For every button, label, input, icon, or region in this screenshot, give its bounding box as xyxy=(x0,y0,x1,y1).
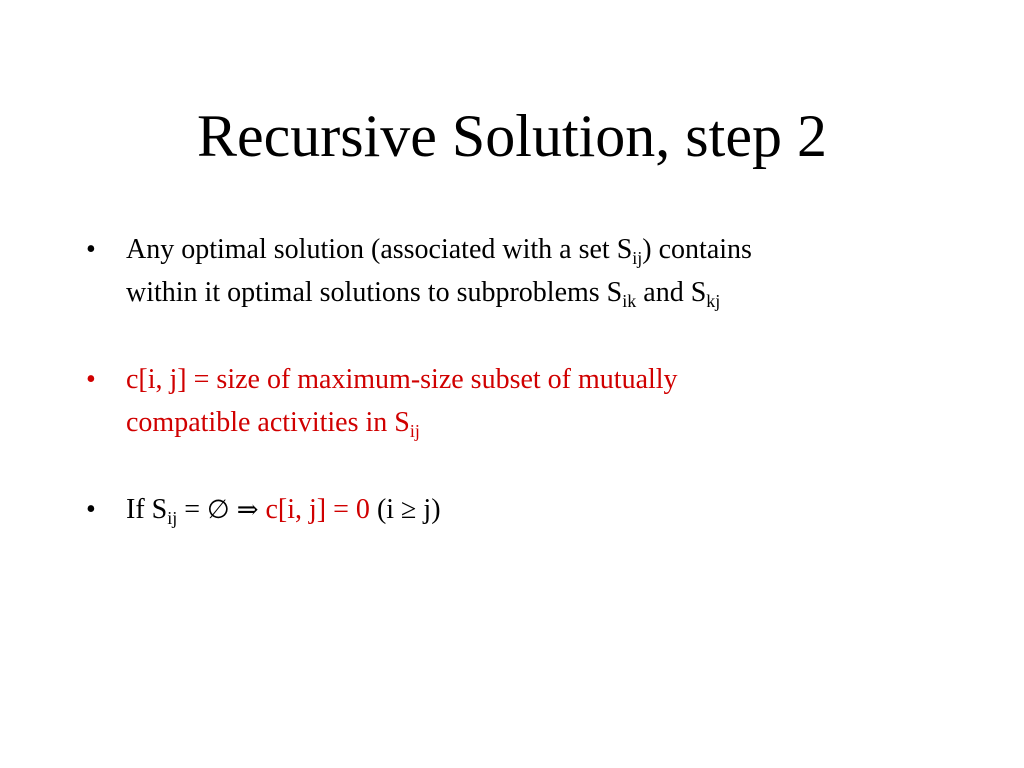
bullet-line xyxy=(126,401,916,444)
bullet-text: compatible activities in S xyxy=(126,407,410,438)
bullet-line xyxy=(126,271,916,314)
subscript: ij xyxy=(632,248,643,268)
bullet-text: (i ≥ j) xyxy=(369,494,441,525)
base-case-value: c[i, j] = 0 xyxy=(265,494,370,525)
subscript: ij xyxy=(409,421,420,441)
bullet-line xyxy=(126,488,916,532)
implies-arrow-icon: ⇒ xyxy=(236,495,259,525)
bullet-text: and S xyxy=(636,277,707,308)
subscript: kj xyxy=(706,291,721,311)
bullet-text: If S xyxy=(126,494,168,525)
bullet-icon: • xyxy=(86,494,96,525)
bullet-icon: • xyxy=(86,364,96,395)
bullet-item-optimal-substructure xyxy=(86,228,916,314)
bullet-text: Any optimal solution (associated with a set S xyxy=(126,234,633,265)
bullet-icon: • xyxy=(86,234,96,265)
bullet-line xyxy=(126,358,916,401)
bullet-text: ) contains xyxy=(642,234,752,265)
subscript: ik xyxy=(622,291,637,311)
empty-set-symbol: ∅ xyxy=(207,495,230,525)
bullet-text: within it optimal solutions to subproblems S xyxy=(126,277,623,308)
bullet-text: c[i, j] = size of maximum-size subset of mutually xyxy=(126,364,678,395)
bullet-text: = xyxy=(177,494,208,525)
subscript: ij xyxy=(167,508,178,528)
bullet-item-definition xyxy=(86,358,916,444)
bullet-item-base-case xyxy=(86,488,916,532)
slide-title: Recursive Solution, step 2 xyxy=(197,103,827,169)
bullet-list xyxy=(86,228,916,532)
bullet-line xyxy=(126,228,916,271)
